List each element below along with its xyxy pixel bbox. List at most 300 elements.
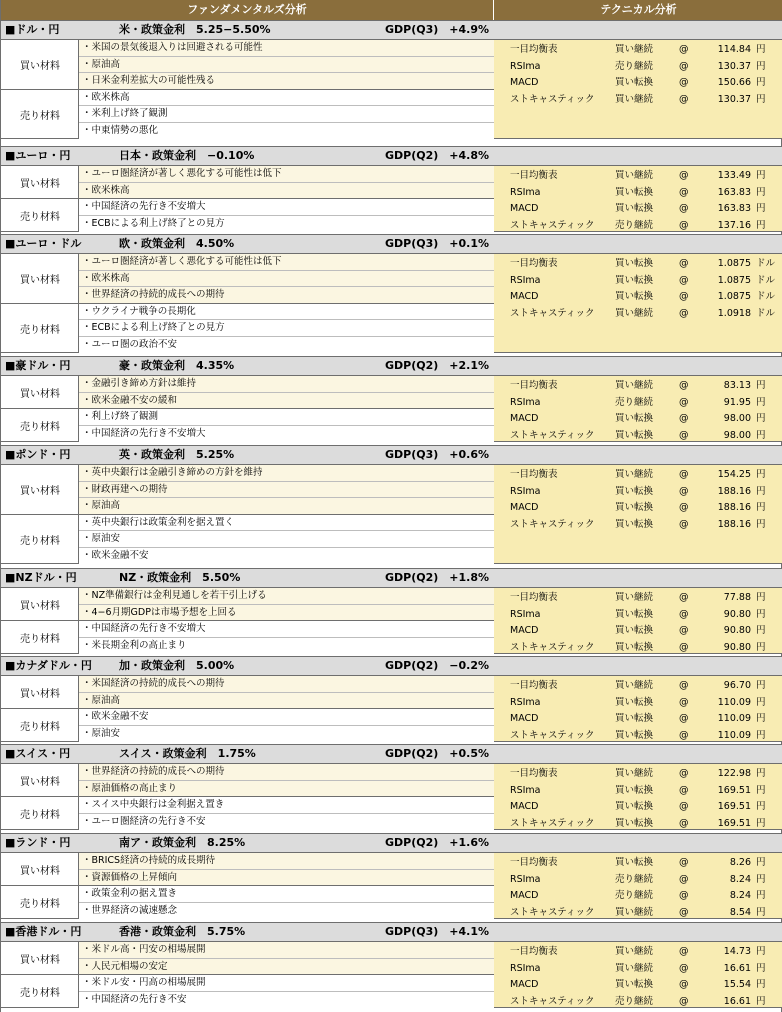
signal-price: 1.0875	[717, 258, 751, 269]
section-body	[1, 942, 782, 1008]
signal-row	[494, 411, 782, 427]
buy-material-item: ・原油高	[79, 57, 494, 74]
sell-material-item: ・中国経済の先行き不安増大	[79, 199, 494, 216]
indicator-name: ストキャスティック	[510, 429, 595, 441]
at-mark: @	[679, 469, 689, 480]
price-unit: 円	[756, 680, 766, 691]
signal-status: 買い転換	[615, 274, 654, 286]
signal-row	[494, 640, 782, 656]
buy-material-item: ・原油高	[79, 693, 494, 710]
signal-row	[494, 728, 782, 744]
at-mark: @	[679, 680, 689, 691]
at-mark: @	[679, 946, 689, 957]
material-items	[79, 853, 494, 918]
sell-material-item: ・ウクライナ戦争の長期化	[79, 304, 494, 321]
price-unit: 円	[756, 186, 766, 198]
sell-material-item: ・ユーロ圏経済の先行き不安	[79, 814, 494, 831]
signal-row	[494, 977, 782, 993]
signal-row	[494, 92, 782, 108]
at-mark: @	[679, 485, 689, 497]
indicator-name: ストキャスティック	[510, 641, 595, 653]
buy-material-item: ・4−6月期GDPは市場予想を上回る	[79, 605, 494, 622]
signal-row	[494, 42, 782, 58]
signal-status: 買い継続	[615, 946, 654, 957]
buy-material-item: ・欧米株高	[79, 183, 494, 200]
signal-price: 130.37	[717, 60, 751, 72]
signal-status: 売り継続	[615, 995, 654, 1007]
at-mark: @	[679, 77, 689, 88]
indicator-name: RSIma	[510, 396, 541, 408]
signal-row	[494, 607, 782, 623]
indicator-name: 一目均衡表	[510, 380, 558, 391]
signal-row	[494, 517, 782, 533]
price-unit: 円	[756, 60, 766, 72]
price-unit: 円	[756, 906, 766, 918]
price-unit: 円	[756, 469, 766, 480]
buy-material-item: ・欧米金融不安の緩和	[79, 393, 494, 410]
signal-price: 137.16	[717, 219, 751, 231]
price-unit: 円	[756, 713, 766, 724]
signal-status: 買い転換	[615, 696, 654, 708]
indicator-name: ストキャスティック	[510, 817, 595, 829]
signal-status: 買い転換	[615, 641, 654, 653]
policy-rate: 加・政策金利 5.00%	[119, 659, 235, 672]
at-mark: @	[679, 906, 689, 918]
currency-pair: ■ポンド・円	[5, 448, 71, 461]
signal-row	[494, 695, 782, 711]
signal-row	[494, 500, 782, 516]
signal-status: 買い継続	[615, 380, 654, 391]
policy-rate: 豪・政策金利 4.35%	[119, 359, 235, 372]
currency-section	[1, 445, 782, 564]
price-unit: 円	[756, 817, 766, 829]
signal-status: 買い転換	[615, 203, 654, 214]
price-unit: 円	[756, 979, 766, 990]
signal-row	[494, 961, 782, 977]
currency-pair: ■香港ドル・円	[5, 925, 82, 938]
sell-materials-label: 売り材料	[20, 634, 60, 645]
material-labels	[1, 942, 79, 1007]
sell-materials-label: 売り材料	[20, 212, 60, 223]
gdp-growth: GDP(Q2) −0.2%	[385, 659, 490, 672]
technical-signals	[494, 942, 782, 1007]
at-mark: @	[679, 625, 689, 636]
section-body	[1, 166, 782, 232]
indicator-name: ストキャスティック	[510, 518, 595, 530]
signal-row	[494, 201, 782, 217]
material-items	[79, 588, 494, 653]
sell-material-item: ・原油安	[79, 531, 494, 548]
policy-rate: 欧・政策金利 4.50%	[119, 237, 235, 250]
material-labels	[1, 764, 79, 829]
signal-status: 売り継続	[615, 890, 654, 901]
signal-price: 8.24	[729, 890, 751, 901]
material-items	[79, 254, 494, 352]
indicator-name: RSIma	[510, 962, 541, 974]
sell-material-item: ・ECBによる利上げ終了との見方	[79, 320, 494, 337]
at-mark: @	[679, 93, 689, 105]
signal-status: 買い転換	[615, 518, 654, 530]
price-unit: 円	[756, 946, 766, 957]
buy-materials-label: 買い材料	[1, 376, 79, 409]
signal-price: 90.80	[723, 625, 751, 636]
indicator-name: ストキャスティック	[510, 219, 595, 231]
currency-section	[1, 234, 782, 353]
sell-materials-label: 売り材料	[20, 722, 60, 733]
price-unit: 円	[756, 696, 766, 708]
at-mark: @	[679, 60, 689, 72]
signal-row	[494, 855, 782, 871]
indicator-name: RSIma	[510, 608, 541, 620]
sell-material-item: ・ECBによる利上げ終了との見方	[79, 216, 494, 233]
policy-rate: 日本・政策金利 −0.10%	[119, 149, 255, 162]
indicator-name: MACD	[510, 203, 539, 214]
indicator-name: MACD	[510, 502, 539, 513]
sell-material-item: ・英中央銀行は政策金利を据え置く	[79, 515, 494, 532]
currency-section	[1, 744, 782, 830]
signal-status: 買い継続	[615, 93, 654, 105]
signal-price: 122.98	[717, 768, 751, 779]
buy-material-item: ・世界経済の持続的成長への期待	[79, 764, 494, 781]
policy-rate: 香港・政策金利 5.75%	[119, 925, 246, 938]
signal-row	[494, 799, 782, 815]
price-unit: 円	[756, 485, 766, 497]
section-body	[1, 40, 782, 139]
buy-materials-label: 買い材料	[1, 254, 79, 304]
indicator-name: RSIma	[510, 696, 541, 708]
section-body	[1, 254, 782, 353]
gdp-growth: GDP(Q3) +4.1%	[385, 925, 490, 938]
buy-material-item: ・日米金利差拡大の可能性残る	[79, 73, 494, 90]
at-mark: @	[679, 962, 689, 974]
signal-row	[494, 623, 782, 639]
policy-rate: 南ア・政策金利 8.25%	[119, 836, 246, 849]
price-unit: 円	[756, 77, 766, 88]
signal-row	[494, 289, 782, 305]
indicator-name: 一目均衡表	[510, 170, 558, 181]
price-unit: 円	[756, 203, 766, 214]
signal-row	[494, 218, 782, 234]
gdp-growth: GDP(Q3) +0.1%	[385, 237, 490, 250]
indicator-name: 一目均衡表	[510, 258, 558, 269]
price-unit: 円	[756, 44, 766, 55]
sell-material-item: ・スイス中央銀行は金利据え置き	[79, 797, 494, 814]
signal-status: 買い転換	[615, 485, 654, 497]
material-items	[79, 764, 494, 829]
currency-section	[1, 833, 782, 919]
indicator-name: 一目均衡表	[510, 469, 558, 480]
buy-material-item: ・金融引き締め方針は維持	[79, 376, 494, 393]
sell-material-item: ・欧米金融不安	[79, 548, 494, 565]
at-mark: @	[679, 801, 689, 812]
signal-status: 買い継続	[615, 680, 654, 691]
price-unit: 円	[756, 857, 766, 868]
at-mark: @	[679, 258, 689, 269]
signal-row	[494, 816, 782, 832]
indicator-name: RSIma	[510, 873, 541, 885]
material-labels	[1, 40, 79, 138]
currency-pair: ■ドル・円	[5, 23, 60, 36]
indicator-name: MACD	[510, 801, 539, 812]
indicator-name: RSIma	[510, 485, 541, 497]
sell-material-item: ・ユーロ圏の政治不安	[79, 337, 494, 354]
fundamentals-header: ファンダメンタルズ分析	[1, 0, 494, 20]
signal-price: 1.0918	[717, 307, 751, 319]
material-labels	[1, 676, 79, 741]
signal-row	[494, 994, 782, 1010]
signal-price: 169.51	[717, 784, 751, 796]
signal-price: 154.25	[717, 469, 751, 480]
signal-price: 110.09	[717, 713, 751, 724]
indicator-name: 一目均衡表	[510, 857, 558, 868]
indicator-name: ストキャスティック	[510, 729, 595, 741]
indicator-name: RSIma	[510, 186, 541, 198]
at-mark: @	[679, 291, 689, 302]
policy-rate: NZ・政策金利 5.50%	[119, 571, 241, 584]
buy-material-item: ・NZ準備銀行は金利見通しを若干引上げる	[79, 588, 494, 605]
signal-price: 96.70	[723, 680, 751, 691]
indicator-name: ストキャスティック	[510, 93, 595, 105]
signal-price: 16.61	[723, 962, 751, 974]
gdp-growth: GDP(Q2) +1.8%	[385, 571, 490, 584]
at-mark: @	[679, 396, 689, 408]
signal-row	[494, 378, 782, 394]
signal-price: 163.83	[717, 186, 751, 198]
section-header	[1, 656, 782, 676]
signal-status: 買い転換	[615, 186, 654, 198]
material-items	[79, 376, 494, 441]
buy-material-item: ・欧米株高	[79, 271, 494, 288]
price-unit: 円	[756, 592, 766, 603]
buy-materials-label: 買い材料	[1, 853, 79, 886]
signal-price: 77.88	[723, 592, 751, 603]
signal-price: 169.51	[717, 817, 751, 829]
signal-price: 130.37	[717, 93, 751, 105]
signal-status: 買い継続	[615, 44, 654, 55]
price-unit: 円	[756, 729, 766, 741]
buy-materials-label: 買い材料	[1, 942, 79, 975]
buy-material-item: ・人民元相場の安定	[79, 959, 494, 976]
signal-status: 買い転換	[615, 713, 654, 724]
sell-material-item: ・米ドル安・円高の相場展開	[79, 975, 494, 992]
indicator-name: ストキャスティック	[510, 995, 595, 1007]
gdp-growth: GDP(Q3) +4.9%	[385, 23, 490, 36]
section-body	[1, 764, 782, 830]
at-mark: @	[679, 890, 689, 901]
section-body	[1, 465, 782, 564]
price-unit: 円	[756, 502, 766, 513]
signal-row	[494, 185, 782, 201]
indicator-name: MACD	[510, 979, 539, 990]
indicator-name: 一目均衡表	[510, 768, 558, 779]
price-unit: ドル	[756, 307, 776, 319]
sell-material-item: ・世界経済の減速懸念	[79, 903, 494, 920]
at-mark: @	[679, 608, 689, 620]
price-unit: 円	[756, 625, 766, 636]
signal-status: 売り継続	[615, 873, 654, 885]
buy-material-item: ・財政再建への期待	[79, 482, 494, 499]
sell-material-item: ・中国経済の先行き不安	[79, 992, 494, 1009]
material-labels	[1, 166, 79, 231]
section-body	[1, 588, 782, 654]
sell-material-item: ・米長期金利の高止まり	[79, 638, 494, 655]
technical-signals	[494, 40, 782, 138]
policy-rate: 米・政策金利 5.25−5.50%	[119, 23, 271, 36]
material-labels	[1, 376, 79, 441]
price-unit: 円	[756, 890, 766, 901]
at-mark: @	[679, 641, 689, 653]
section-header	[1, 356, 782, 376]
indicator-name: RSIma	[510, 784, 541, 796]
signal-price: 83.13	[723, 380, 751, 391]
at-mark: @	[679, 873, 689, 885]
signal-row	[494, 590, 782, 606]
buy-material-item: ・原油価格の高止まり	[79, 781, 494, 798]
section-header	[1, 146, 782, 166]
indicator-name: ストキャスティック	[510, 906, 595, 918]
price-unit: 円	[756, 641, 766, 653]
gdp-growth: GDP(Q3) +0.6%	[385, 448, 490, 461]
policy-rate: 英・政策金利 5.25%	[119, 448, 235, 461]
buy-material-item: ・米国の景気後退入りは回避される可能性	[79, 40, 494, 57]
price-unit: 円	[756, 93, 766, 105]
at-mark: @	[679, 429, 689, 441]
signal-price: 150.66	[717, 77, 751, 88]
currency-pair: ■ユーロ・円	[5, 149, 71, 162]
price-unit: 円	[756, 995, 766, 1007]
at-mark: @	[679, 380, 689, 391]
indicator-name: RSIma	[510, 60, 541, 72]
signal-status: 買い転換	[615, 258, 654, 269]
signal-row	[494, 678, 782, 694]
currency-section	[1, 656, 782, 742]
indicator-name: 一目均衡表	[510, 680, 558, 691]
signal-price: 188.16	[717, 485, 751, 497]
at-mark: @	[679, 784, 689, 796]
buy-material-item: ・世界経済の持続的成長への期待	[79, 287, 494, 304]
signal-price: 8.54	[729, 906, 751, 918]
signal-row	[494, 428, 782, 444]
at-mark: @	[679, 307, 689, 319]
signal-status: 売り継続	[615, 60, 654, 72]
signal-row	[494, 905, 782, 921]
at-mark: @	[679, 44, 689, 55]
indicator-name: 一目均衡表	[510, 592, 558, 603]
buy-materials-label: 買い材料	[1, 588, 79, 621]
signal-status: 買い継続	[615, 962, 654, 974]
indicator-name: MACD	[510, 291, 539, 302]
signal-status: 買い転換	[615, 291, 654, 302]
signal-price: 133.49	[717, 170, 751, 181]
signal-price: 90.80	[723, 608, 751, 620]
signal-price: 110.09	[717, 696, 751, 708]
indicator-name: MACD	[510, 713, 539, 724]
price-unit: 円	[756, 170, 766, 181]
signal-row	[494, 783, 782, 799]
technical-signals	[494, 676, 782, 741]
currency-pair: ■スイス・円	[5, 747, 71, 760]
at-mark: @	[679, 979, 689, 990]
indicator-name: ストキャスティック	[510, 307, 595, 319]
price-unit: ドル	[756, 274, 776, 286]
signal-row	[494, 168, 782, 184]
signal-price: 1.0875	[717, 274, 751, 286]
signal-status: 買い転換	[615, 857, 654, 868]
buy-materials-label: 買い材料	[1, 676, 79, 709]
signal-status: 買い継続	[615, 469, 654, 480]
at-mark: @	[679, 729, 689, 741]
signal-status: 買い転換	[615, 817, 654, 829]
sell-material-item: ・利上げ終了観測	[79, 409, 494, 426]
at-mark: @	[679, 186, 689, 198]
currency-section	[1, 146, 782, 232]
signal-row	[494, 306, 782, 322]
price-unit: ドル	[756, 258, 776, 269]
sell-material-item: ・中国経済の先行き不安増大	[79, 621, 494, 638]
signal-status: 売り継続	[615, 219, 654, 231]
signal-row	[494, 484, 782, 500]
technical-signals	[494, 853, 782, 918]
currency-pair: ■ユーロ・ドル	[5, 237, 82, 250]
material-labels	[1, 853, 79, 918]
gdp-growth: GDP(Q2) +0.5%	[385, 747, 490, 760]
signal-row	[494, 467, 782, 483]
at-mark: @	[679, 995, 689, 1007]
signal-row	[494, 888, 782, 904]
signal-status: 買い継続	[615, 768, 654, 779]
signal-status: 買い転換	[615, 801, 654, 812]
section-header	[1, 20, 782, 40]
signal-row	[494, 711, 782, 727]
indicator-name: RSIma	[510, 274, 541, 286]
currency-section	[1, 568, 782, 654]
buy-materials-label: 買い材料	[1, 764, 79, 797]
material-items	[79, 166, 494, 231]
sell-materials-label: 売り材料	[20, 810, 60, 821]
price-unit: 円	[756, 413, 766, 424]
signal-row	[494, 273, 782, 289]
buy-material-item: ・米ドル高・円安の相場展開	[79, 942, 494, 959]
section-header	[1, 568, 782, 588]
at-mark: @	[679, 274, 689, 286]
signal-price: 163.83	[717, 203, 751, 214]
indicator-name: MACD	[510, 890, 539, 901]
currency-pair: ■カナダドル・円	[5, 659, 92, 672]
signal-row	[494, 59, 782, 75]
signal-status: 買い転換	[615, 979, 654, 990]
signal-row	[494, 766, 782, 782]
section-header	[1, 833, 782, 853]
section-body	[1, 676, 782, 742]
at-mark: @	[679, 696, 689, 708]
indicator-name: MACD	[510, 413, 539, 424]
signal-status: 買い継続	[615, 592, 654, 603]
signal-status: 買い継続	[615, 307, 654, 319]
technical-signals	[494, 764, 782, 829]
currency-pair: ■NZドル・円	[5, 571, 77, 584]
section-body	[1, 376, 782, 442]
price-unit: 円	[756, 784, 766, 796]
sell-materials-label: 売り材料	[20, 988, 60, 999]
at-mark: @	[679, 817, 689, 829]
signal-status: 買い継続	[615, 906, 654, 918]
technical-signals	[494, 588, 782, 653]
at-mark: @	[679, 170, 689, 181]
buy-materials-label: 買い材料	[1, 465, 79, 515]
currency-section	[1, 922, 782, 1008]
signal-price: 114.84	[717, 44, 751, 55]
signal-row	[494, 256, 782, 272]
